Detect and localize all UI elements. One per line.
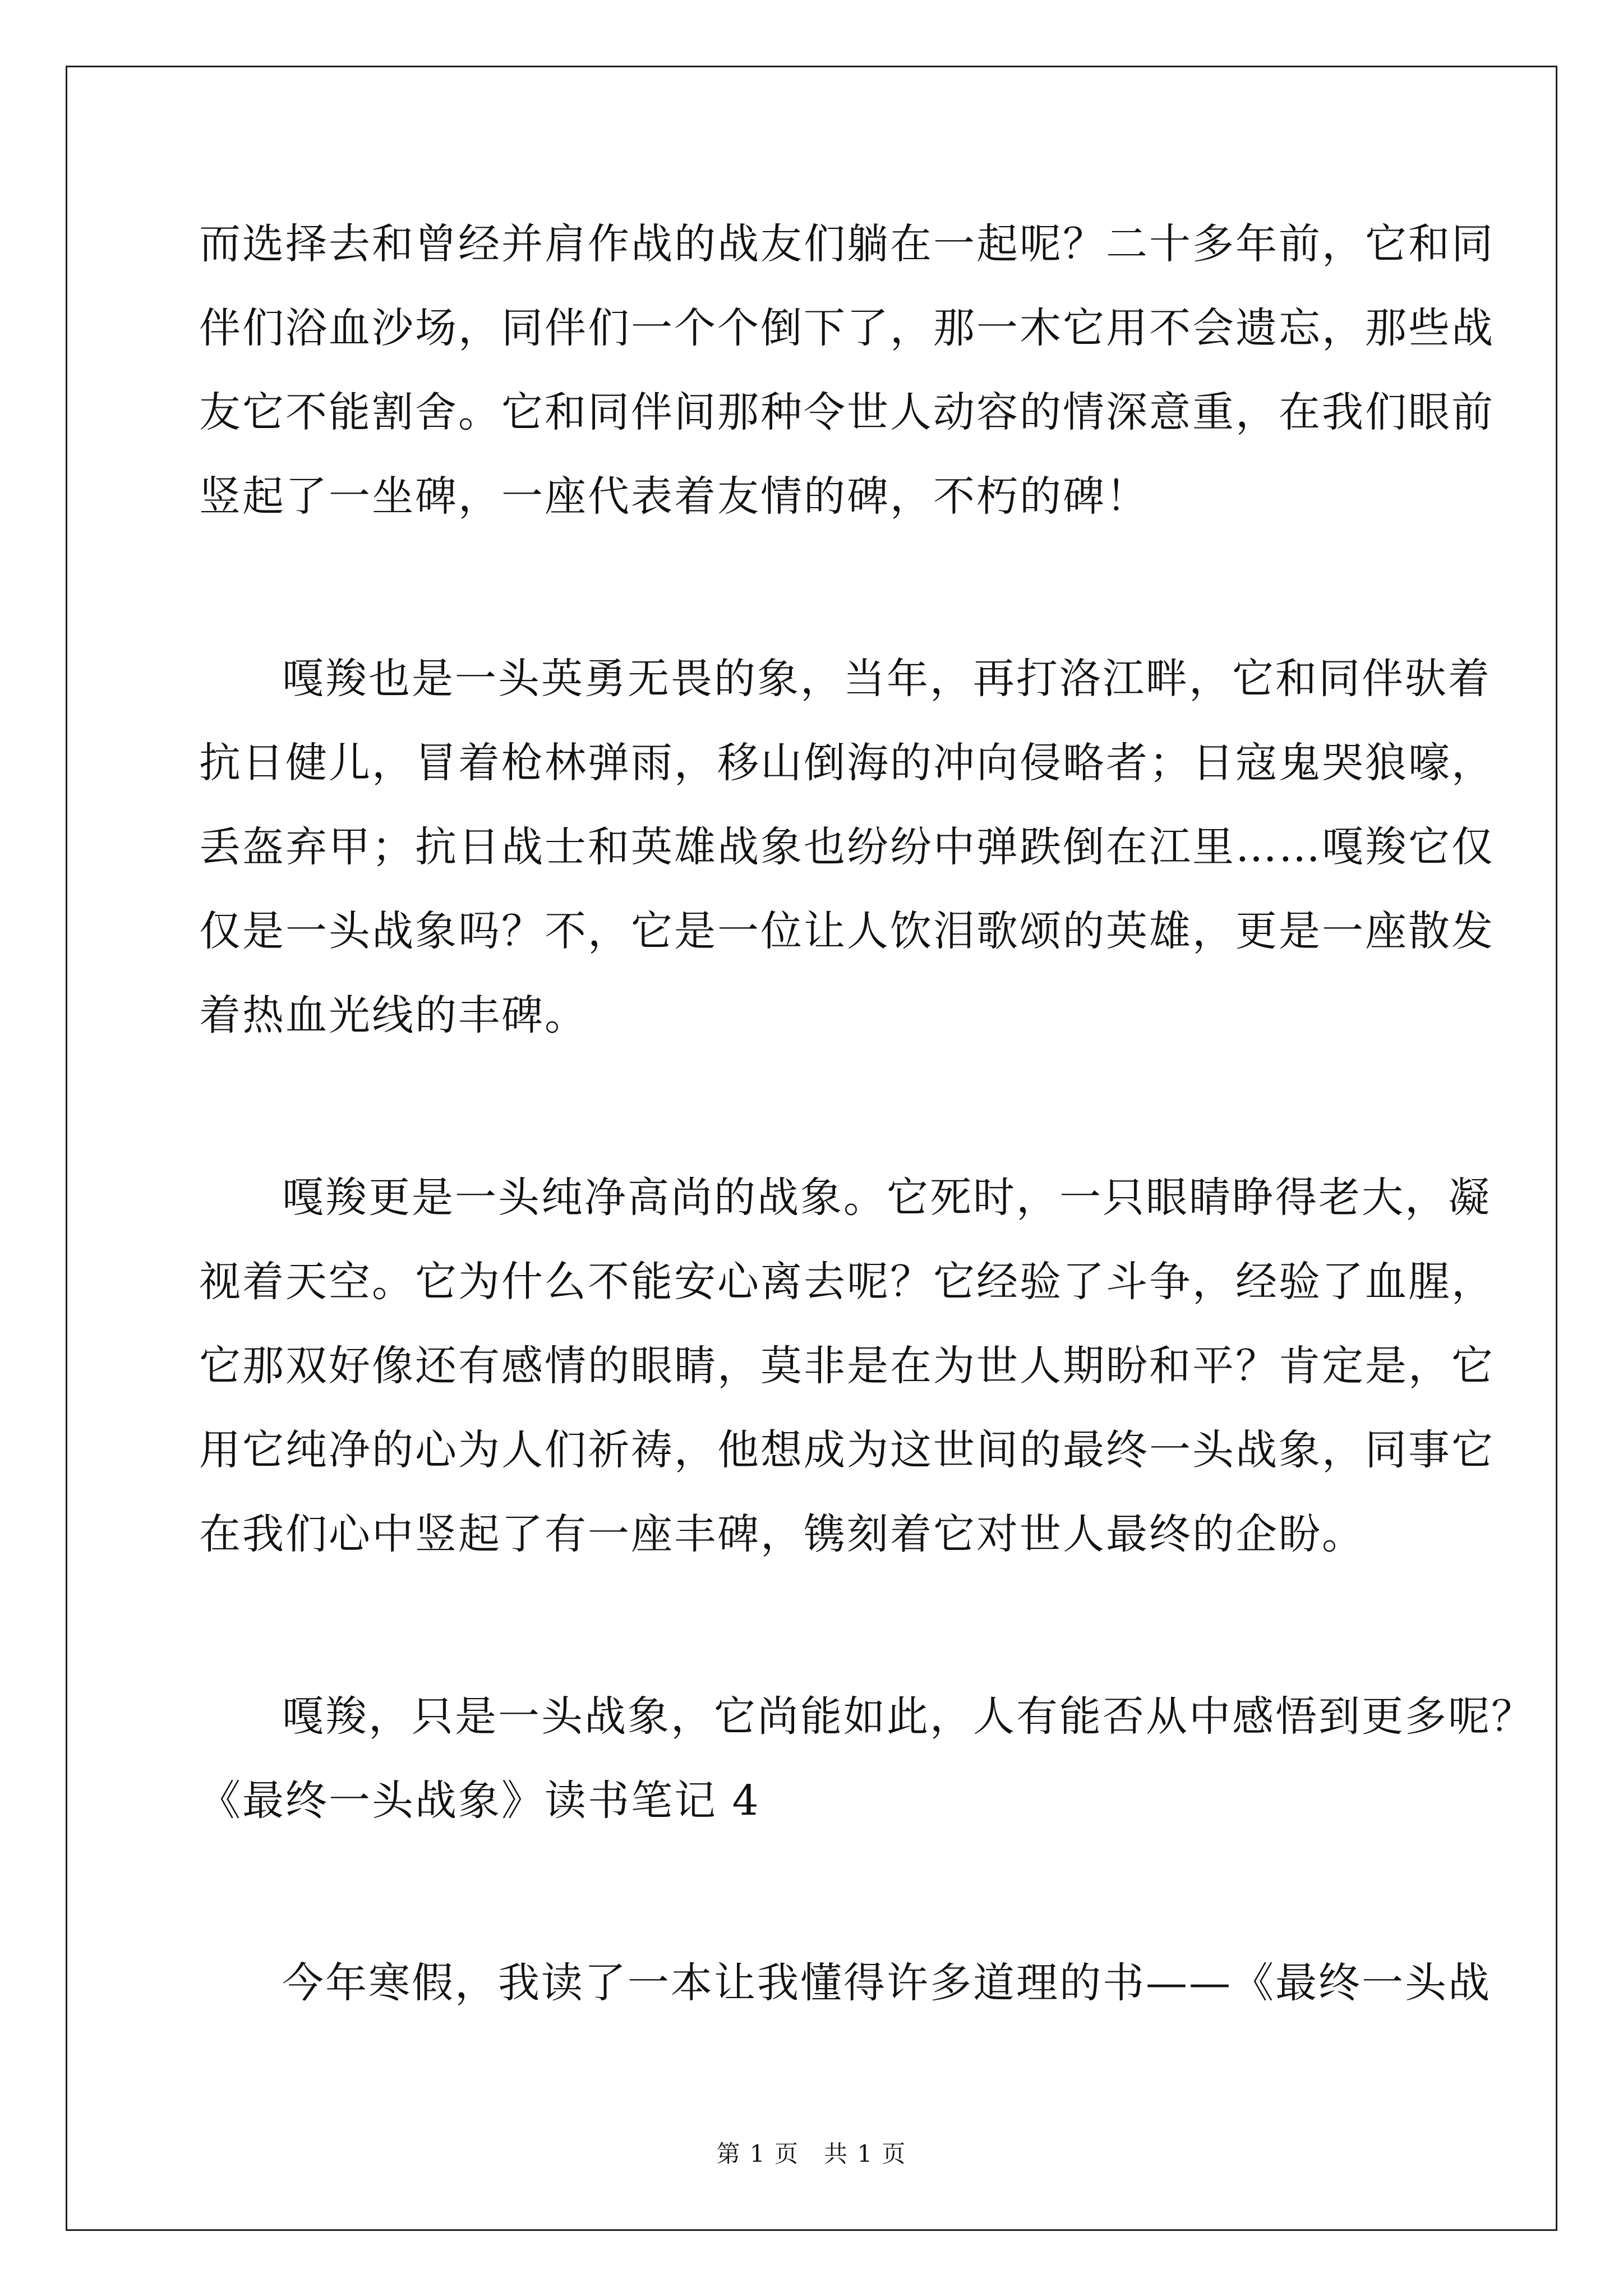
text-line: 友它不能割舍。它和同伴间那种令世人动容的情深意重，在我们眼前 xyxy=(199,388,1495,436)
text-line: 视着天空。它为什么不能安心离去呢？它经验了斗争，经验了血腥， xyxy=(199,1258,1495,1306)
text-line: 着热血光线的丰碑。 xyxy=(199,991,588,1039)
text-line: 在我们心中竖起了有一座丰碑，镌刻着它对世人最终的企盼。 xyxy=(199,1510,1365,1558)
text-line: 竖起了一坐碑，一座代表着友情的碑，不朽的碑！ xyxy=(199,472,1149,521)
text-line: 丢盔弃甲；抗日战士和英雄战象也纷纷中弹跌倒在江里……嘎羧它仅 xyxy=(199,823,1495,871)
text-line: 它那双好像还有感情的眼睛，莫非是在为世人期盼和平？肯定是，它 xyxy=(199,1342,1495,1390)
text-line: 伴们浴血沙场，同伴们一个个倒下了，那一木它用不会遗忘，那些战 xyxy=(199,304,1495,352)
page-footer: 第 1 页 共 1 页 xyxy=(716,2140,907,2168)
paragraph-start-line: 嘎羧也是一头英勇无畏的象，当年，再打洛江畔，它和同伴驮着 xyxy=(282,655,1491,703)
paragraph-start-line: 嘎羧，只是一头战象，它尚能如此，人有能否从中感悟到更多呢？ xyxy=(282,1692,1534,1741)
text-line: 仅是一头战象吗？不，它是一位让人饮泪歌颂的英雄，更是一座散发 xyxy=(199,907,1495,955)
paragraph-start-line: 今年寒假，我读了一本让我懂得许多道理的书——《最终一头战 xyxy=(282,1959,1491,2007)
paragraph-start-line: 嘎羧更是一头纯净高尚的战象。它死时，一只眼睛睁得老大，凝 xyxy=(282,1174,1491,1222)
section-heading: 《最终一头战象》读书笔记 4 xyxy=(199,1777,760,1825)
text-line: 而选择去和曾经并肩作战的战友们躺在一起呢？二十多年前，它和同 xyxy=(199,220,1495,268)
text-line: 抗日健儿，冒着枪林弹雨，移山倒海的冲向侵略者；日寇鬼哭狼嚎， xyxy=(199,739,1495,787)
text-line: 用它纯净的心为人们祈祷，他想成为这世间的最终一头战象，同事它 xyxy=(199,1426,1495,1474)
